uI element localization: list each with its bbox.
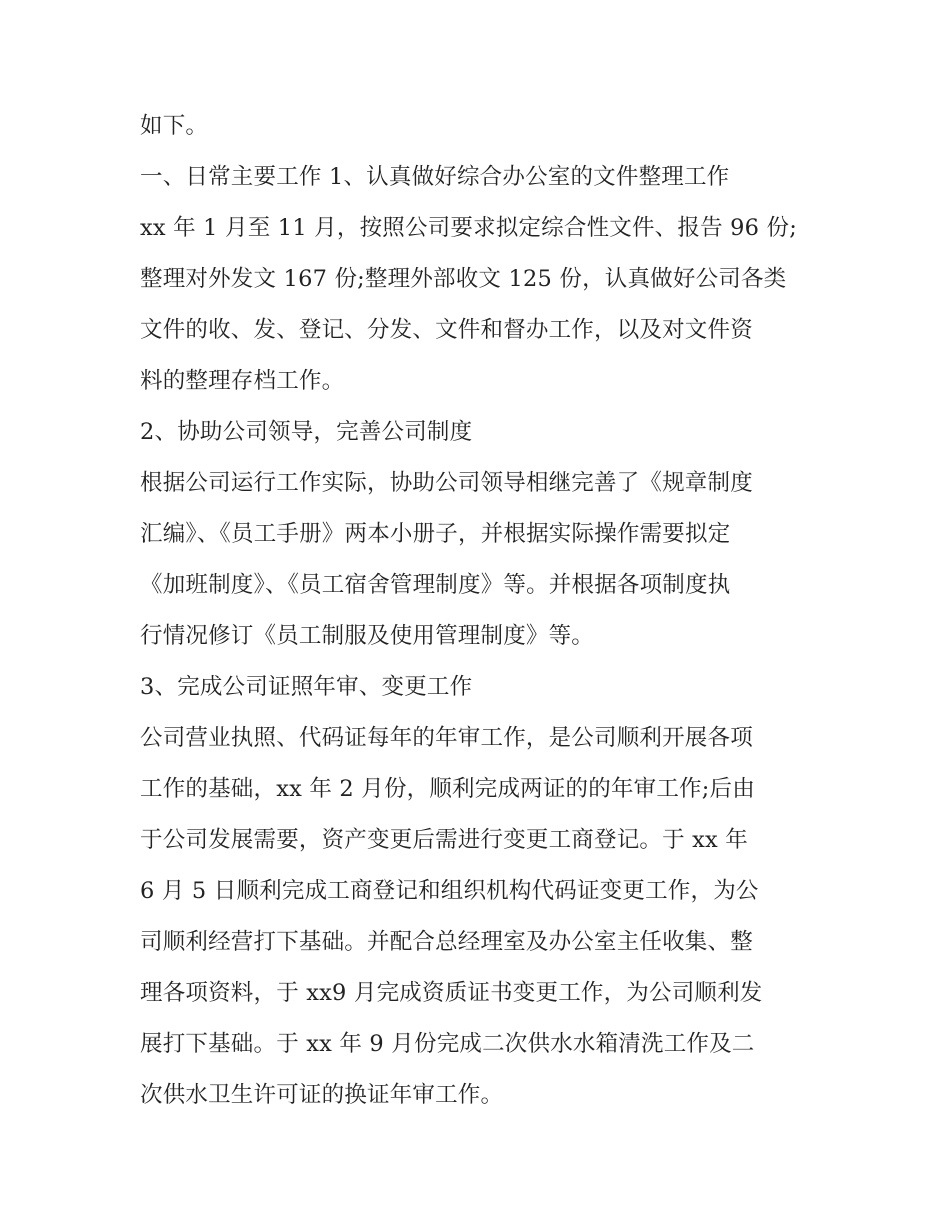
text-line: 理各项资料，于 xx9 月完成资质证书变更工作，为公司顺利发 [140,980,763,1006]
text-line: xx 年 1 月至 11 月，按照公司要求拟定综合性文件、报告 96 份; [140,215,798,241]
text-line: 行情况修订《员工制服及使用管理制度》等。 [140,623,595,649]
text-line: 6 月 5 日顺利完成工商登记和组织机构代码证变更工作，为公 [140,878,759,904]
text-line: 司顺利经营打下基础。并配合总经理室及办公室主任收集、整 [140,929,753,955]
section-heading-daily-work: 一、日常主要工作 1、认真做好综合办公室的文件整理工作 [140,164,730,190]
text-line: 根据公司运行工作实际，协助公司领导相继完善了《规章制度 [140,470,753,496]
text-line: 《加班制度》、《员工宿舍管理制度》等。并根据各项制度执 [140,572,731,598]
text-line: 料的整理存档工作。 [140,368,345,394]
section-heading-company-system: 2、协助公司领导，完善公司制度 [140,419,473,445]
text-line: 文件的收、发、登记、分发、文件和督办工作，以及对文件资 [140,317,753,343]
text-line: 公司营业执照、代码证每年的年审工作，是公司顺利开展各项 [140,725,753,751]
text-line: 工作的基础，xx 年 2 月份，顺利完成两证的的年审工作;后由 [140,776,755,802]
text-line: 如下。 [140,113,209,139]
section-heading-license-review: 3、完成公司证照年审、变更工作 [140,674,473,700]
text-line: 整理对外发文 167 份;整理外部收文 125 份，认真做好公司各类 [140,266,787,292]
text-line: 于公司发展需要，资产变更后需进行变更工商登记。于 xx 年 [140,827,748,853]
text-line: 展打下基础。于 xx 年 9 月份完成二次供水水箱清洗工作及二 [140,1031,755,1057]
document-body [140,101,820,1121]
text-line: 次供水卫生许可证的换证年审工作。 [140,1082,504,1108]
text-line: 汇编》、《员工手册》两本小册子，并根据实际操作需要拟定 [140,521,731,547]
